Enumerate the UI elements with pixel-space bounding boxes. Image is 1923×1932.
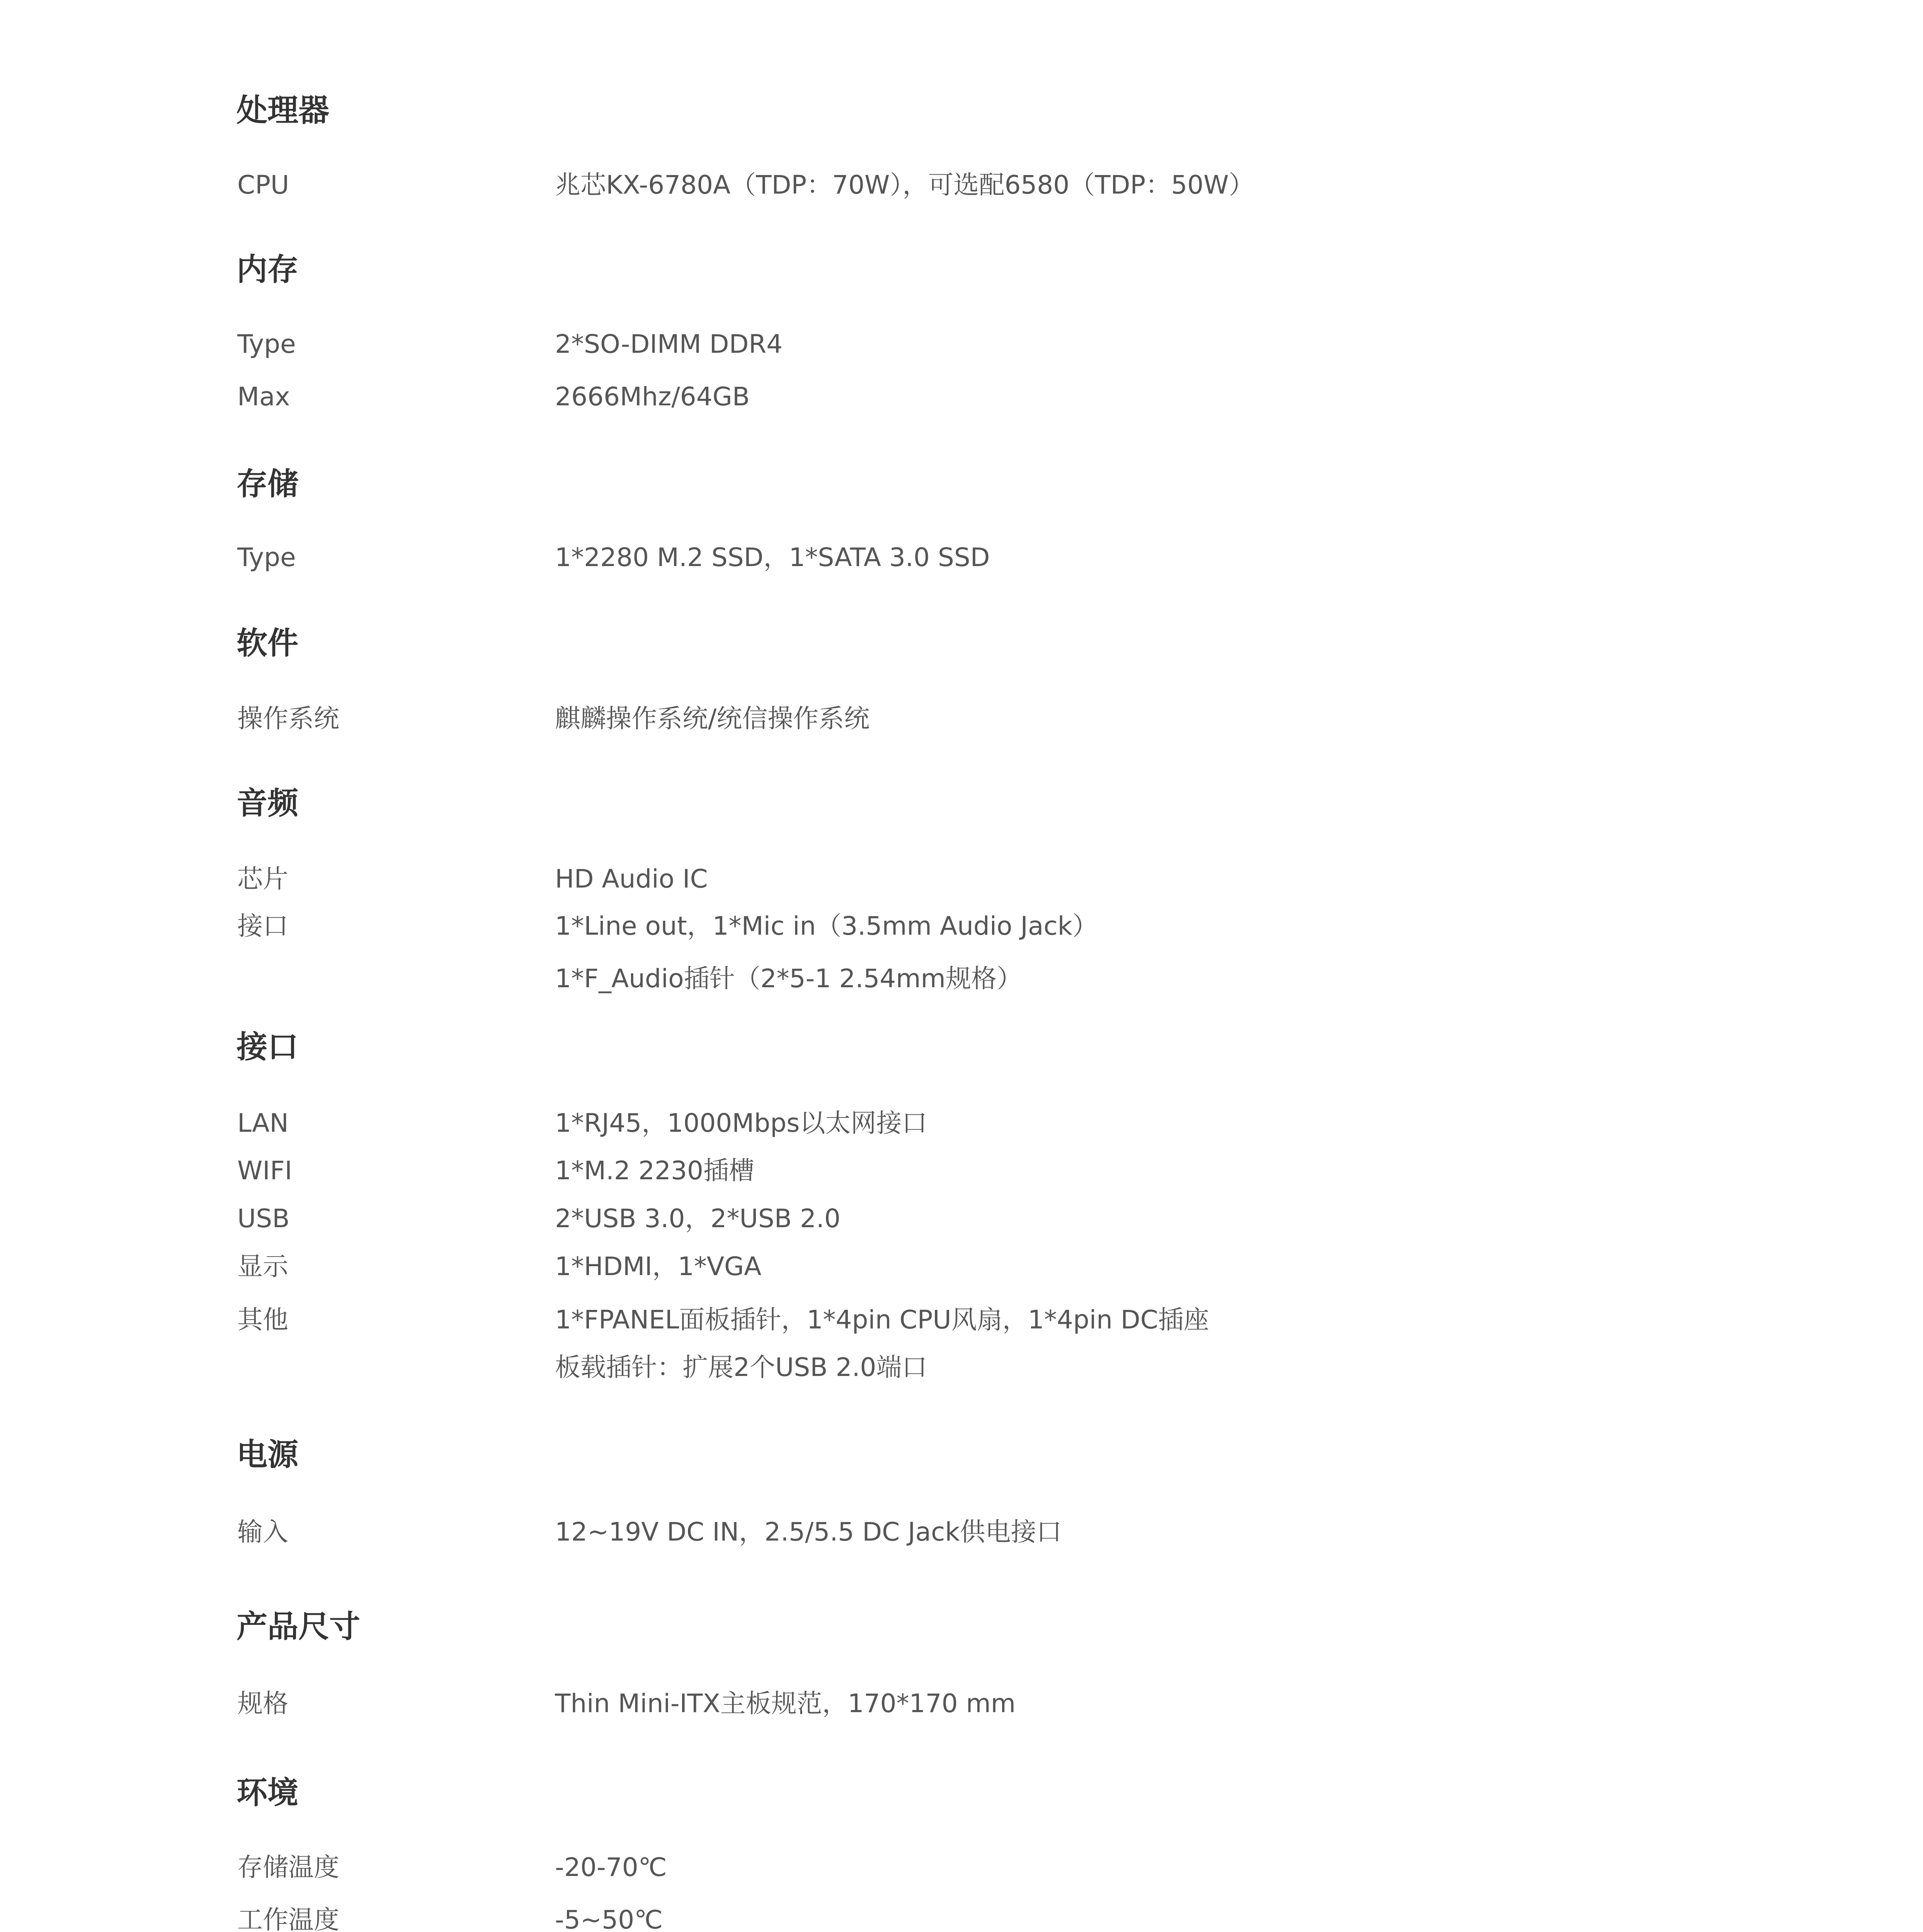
spec-value-audio-chip: HD Audio IC xyxy=(555,864,708,894)
spec-value-operating-temp: -5~50℃ xyxy=(555,1905,663,1932)
spec-value-storage-type: 1*2280 M.2 SSD，1*SATA 3.0 SSD xyxy=(555,543,990,572)
section-heading-power: 电源 xyxy=(237,1437,298,1473)
spec-value-storage-temp: -20-70℃ xyxy=(555,1852,667,1882)
spec-label-audio-ports: 接口 xyxy=(237,911,288,941)
section-heading-memory: 内存 xyxy=(237,252,298,287)
section-heading-processor: 处理器 xyxy=(237,92,329,128)
spec-value-os: 麒麟操作系统/统信操作系统 xyxy=(555,704,870,733)
spec-value-power-input: 12~19V DC IN，2.5/5.5 DC Jack供电接口 xyxy=(555,1517,1062,1547)
spec-label-wifi: WIFI xyxy=(237,1156,293,1185)
spec-value-audio-ports-1: 1*Line out，1*Mic in（3.5mm Audio Jack） xyxy=(555,911,1098,941)
spec-label-lan: LAN xyxy=(237,1108,289,1138)
section-heading-environment: 环境 xyxy=(237,1775,298,1811)
spec-value-cpu: 兆芯KX-6780A（TDP：70W），可选配6580（TDP：50W） xyxy=(555,170,1254,200)
spec-value-memory-max: 2666Mhz/64GB xyxy=(555,382,750,412)
spec-label-cpu: CPU xyxy=(237,170,289,200)
section-heading-storage: 存储 xyxy=(237,466,298,502)
spec-label-other: 其他 xyxy=(237,1305,288,1335)
section-heading-interfaces: 接口 xyxy=(237,1029,298,1065)
spec-label-os: 操作系统 xyxy=(237,704,339,733)
spec-value-audio-ports-2: 1*F_Audio插针（2*5-1 2.54mm规格） xyxy=(555,964,1022,993)
spec-label-power-input: 输入 xyxy=(237,1517,288,1547)
spec-value-usb: 2*USB 3.0，2*USB 2.0 xyxy=(555,1204,841,1233)
spec-label-form-factor: 规格 xyxy=(237,1689,288,1718)
spec-label-memory-max: Max xyxy=(237,382,290,412)
spec-label-storage-temp: 存储温度 xyxy=(237,1852,339,1882)
spec-label-usb: USB xyxy=(237,1204,290,1233)
spec-value-other-1: 1*FPANEL面板插针，1*4pin CPU风扇，1*4pin DC插座 xyxy=(555,1305,1209,1335)
spec-label-audio-chip: 芯片 xyxy=(237,864,288,894)
spec-value-display: 1*HDMI，1*VGA xyxy=(555,1252,762,1281)
section-heading-dimensions: 产品尺寸 xyxy=(237,1609,360,1645)
spec-label-memory-type: Type xyxy=(237,329,296,359)
section-heading-software: 软件 xyxy=(237,625,298,661)
spec-value-other-2: 板载插针：扩展2个USB 2.0端口 xyxy=(555,1352,927,1382)
spec-label-storage-type: Type xyxy=(237,543,296,572)
spec-value-wifi: 1*M.2 2230插槽 xyxy=(555,1156,754,1185)
section-heading-audio: 音频 xyxy=(237,785,298,821)
spec-value-memory-type: 2*SO-DIMM DDR4 xyxy=(555,329,783,359)
spec-label-operating-temp: 工作温度 xyxy=(237,1905,339,1932)
spec-label-display: 显示 xyxy=(237,1252,288,1281)
spec-value-lan: 1*RJ45，1000Mbps以太网接口 xyxy=(555,1108,927,1138)
spec-value-form-factor: Thin Mini-ITX主板规范，170*170 mm xyxy=(555,1689,1016,1718)
